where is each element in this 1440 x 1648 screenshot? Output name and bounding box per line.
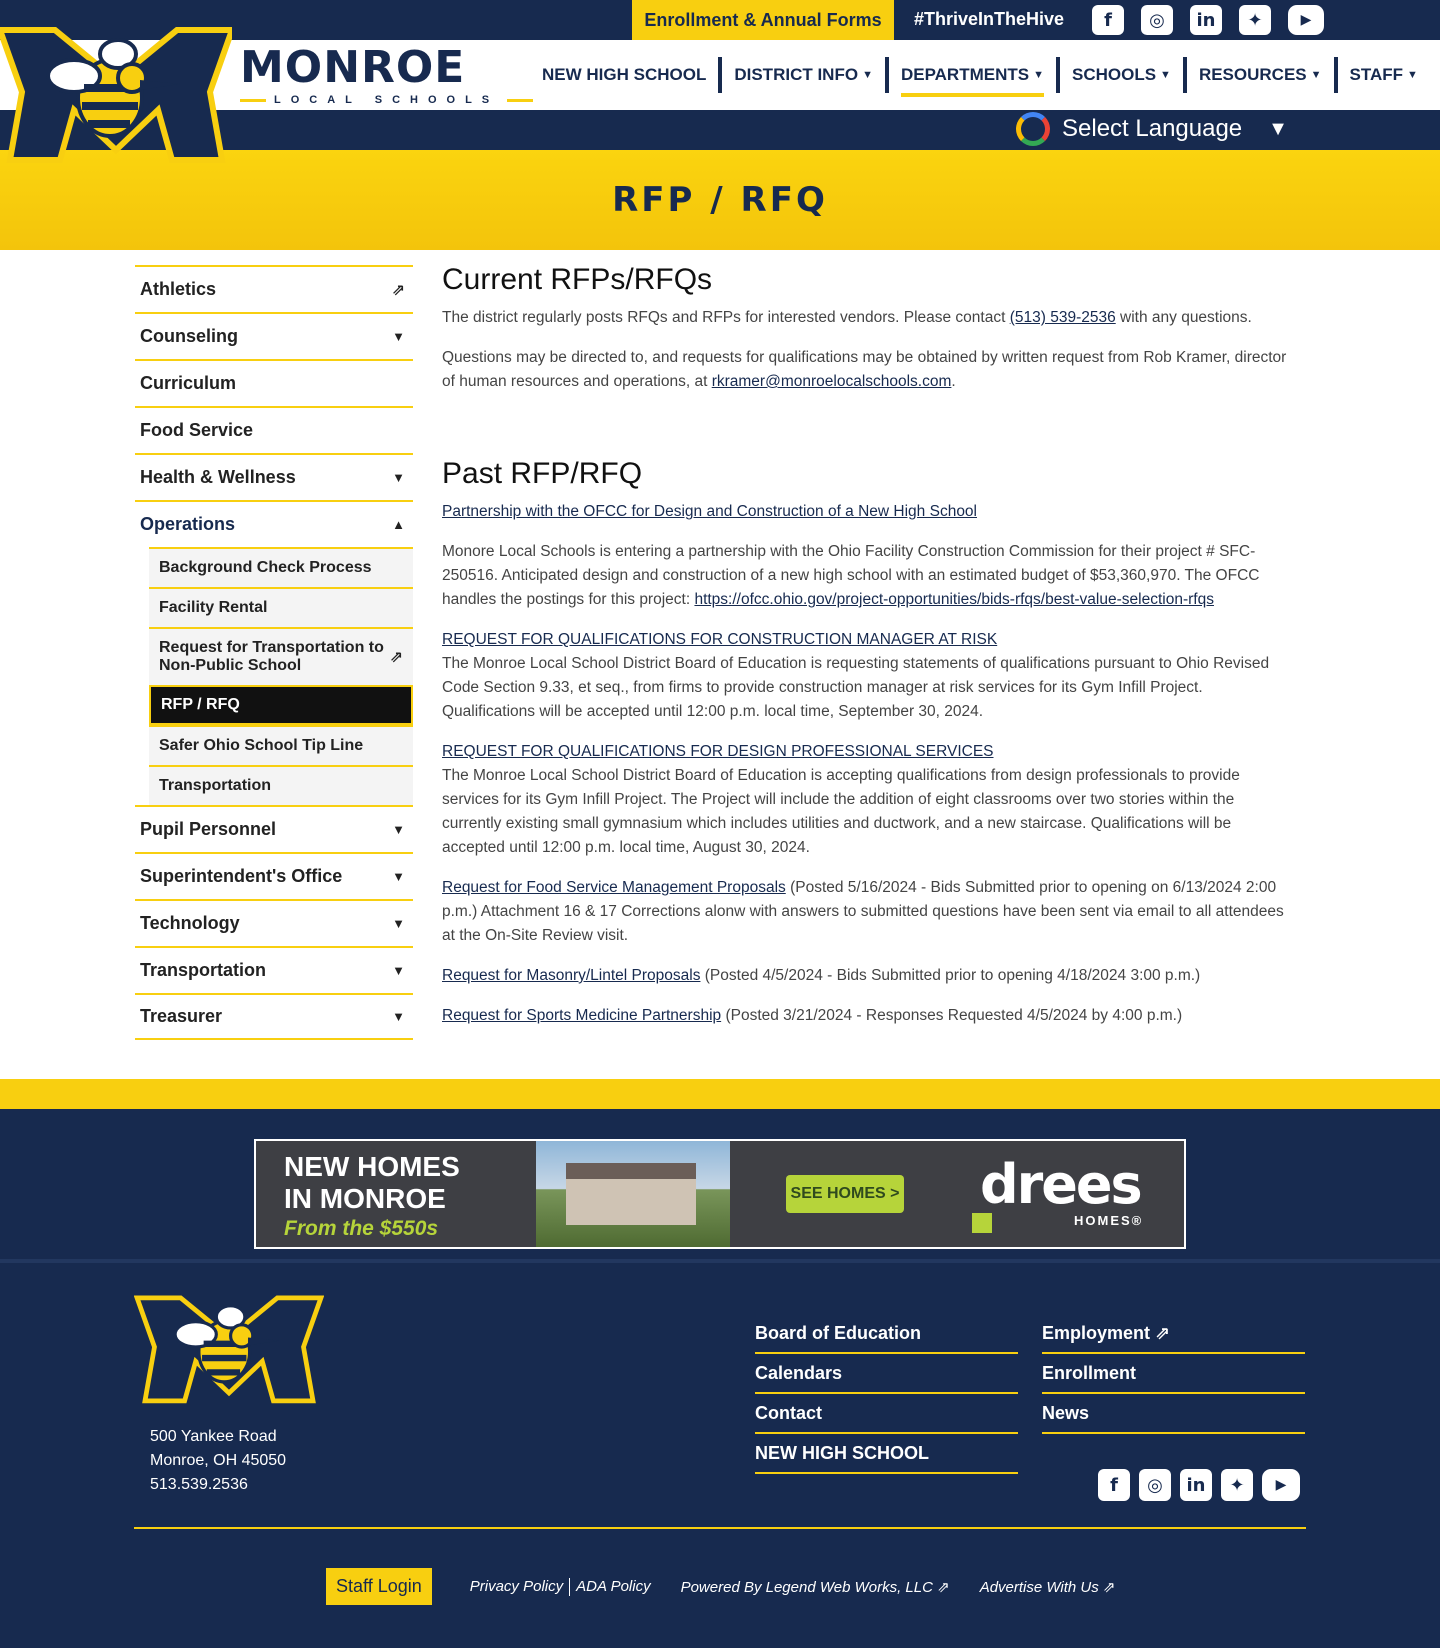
nav-label: DISTRICT INFO	[734, 65, 859, 84]
nav-label: DEPARTMENTS	[900, 65, 1030, 84]
footer-phone: 513.539.2536	[150, 1476, 248, 1493]
powered-by-text: Powered By Legend Web Works, LLC	[680, 1578, 933, 1596]
ada-policy-link[interactable]: ADA Policy	[576, 1578, 651, 1595]
rfq-design-text: The Monroe Local School District Board of Education is accepting qualifications from design professionals to provide services for its Gym Infill Project. The Project will include the addition of eight classrooms over two stories within the currently existing small gymnasium which includes utilities and ductwork, and a new staircase. Qualifications will be accepted until 12:00 p.m. local time, August 30, 2024.	[442, 767, 1240, 856]
rfq-cmar	[442, 628, 1292, 724]
current-contact	[442, 346, 1292, 394]
nav-departments[interactable]	[889, 57, 1056, 93]
external-link-icon: ⇗	[1102, 1578, 1116, 1596]
operations-submenu	[149, 547, 413, 805]
sidebar-item-label: Technology	[140, 913, 240, 933]
sidebar-item-label: Health & Wellness	[140, 467, 296, 487]
caret-down-icon[interactable]: ▼	[392, 822, 405, 837]
sidebar-item-counseling[interactable]	[135, 312, 413, 359]
chevron-down-icon: ▼	[1407, 69, 1418, 81]
external-link-icon: ⇗	[937, 1578, 950, 1596]
sub-item-label: RFP / RFQ	[161, 696, 240, 713]
house-image	[566, 1163, 696, 1225]
sidebar-item-label: Superintendent's Office	[140, 866, 343, 886]
email-link[interactable]: rkramer@monroelocalschools.com	[711, 373, 952, 390]
footer-link-calendars[interactable]: Calendars	[755, 1354, 1018, 1394]
policy-links	[470, 1578, 651, 1596]
language-selector[interactable]	[1016, 112, 1288, 146]
youtube-icon[interactable]: ▶	[1262, 1469, 1300, 1501]
rfp-masonry-text: (Posted 4/5/2024 - Bids Submitted prior to opening 4/18/2024 3:00 p.m.)	[700, 967, 1201, 984]
nav-resources[interactable]	[1187, 57, 1334, 93]
language-label: Select Language	[1062, 115, 1243, 142]
ofcc-partnership-link[interactable]: Partnership with the OFCC for Design and Construction of a New High School	[442, 503, 977, 520]
powered-by-link[interactable]	[681, 1578, 950, 1596]
sidebar-item-label: Transportation	[140, 960, 267, 980]
footer-accent-strip	[0, 1079, 1440, 1109]
sidebar-item-food-service[interactable]	[135, 406, 413, 453]
linkedin-icon[interactable]: in	[1190, 5, 1222, 35]
caret-down-icon[interactable]: ▼	[392, 329, 405, 344]
chevron-down-icon: ▼	[1033, 69, 1044, 81]
page-title: RFP / RFQ	[612, 180, 828, 220]
instagram-icon[interactable]: ◎	[1141, 5, 1173, 35]
drees-mark	[972, 1213, 992, 1233]
sidebar-item-label: Operations	[140, 514, 236, 534]
sidebar-item-label: Curriculum	[140, 373, 237, 393]
brand-wordmark[interactable]	[240, 42, 533, 106]
current-contact-end: .	[951, 373, 956, 390]
facebook-icon[interactable]: f	[1092, 5, 1124, 35]
sidebar-item-technology[interactable]	[135, 899, 413, 946]
rfp-sports	[442, 1004, 1292, 1028]
caret-down-icon[interactable]: ▼	[392, 869, 405, 884]
policy-divider	[569, 1578, 570, 1596]
sub-item-label: Safer Ohio School Tip Line	[159, 737, 364, 754]
nav-label: NEW HIGH SCHOOL	[542, 65, 707, 84]
sidebar-item-operations[interactable]	[135, 500, 413, 547]
instagram-icon[interactable]: ◎	[1139, 1469, 1171, 1501]
footer-link-news[interactable]: News	[1042, 1394, 1305, 1434]
sub-item-transportation[interactable]	[149, 765, 413, 805]
chevron-down-icon: ▼	[1310, 69, 1322, 81]
external-link-icon: ⇗	[1155, 1322, 1171, 1343]
sub-item-safer-ohio[interactable]	[149, 725, 413, 765]
sidebar-item-athletics[interactable]	[135, 265, 413, 312]
ad-price: From the $550s	[284, 1217, 439, 1240]
rfp-food-text: (Posted 5/16/2024 - Bids Submitted prior to opening on 6/13/2024 2:00 p.m.) Attachment 16 & 17 Corrections alonw with answers to submitted questions have been sent via email to all attendees at the On-Site Review visit.	[442, 879, 1284, 944]
enrollment-forms-button[interactable]: Enrollment & Annual Forms	[632, 0, 894, 40]
primary-nav	[530, 40, 1430, 110]
current-intro	[442, 306, 1292, 330]
sidebar-item-label: Treasurer	[140, 1006, 223, 1026]
sidebar-item-superintendent[interactable]	[135, 852, 413, 899]
caret-up-icon[interactable]: ▲	[392, 517, 405, 532]
past-ofcc-desc	[442, 540, 1292, 612]
sub-item-background-check[interactable]	[149, 547, 413, 587]
rfp-sports-text: (Posted 3/21/2024 - Responses Requested 4/5/2024 by 4:00 p.m.)	[721, 1007, 1183, 1024]
rfp-food	[442, 876, 1292, 948]
current-intro-text: The district regularly posts RFQs and RFPs for interested vendors. Please contact	[442, 309, 1010, 326]
footer-link-contact[interactable]: Contact	[755, 1394, 1018, 1434]
footer-link-label: Employment	[1042, 1322, 1151, 1343]
footer-address	[150, 1425, 286, 1497]
brand-name: MONROE	[240, 42, 466, 93]
brand-subtitle-text: LOCAL SCHOOLS	[274, 94, 500, 106]
sidebar-item-label: Pupil Personnel	[140, 819, 277, 839]
brand-subtitle	[240, 94, 533, 106]
nav-new-high-school[interactable]	[530, 57, 718, 93]
footer-logo-icon[interactable]	[134, 1282, 324, 1412]
footer-link-enrollment[interactable]: Enrollment	[1042, 1354, 1305, 1394]
google-icon	[1016, 112, 1050, 146]
caret-down-icon: ▼	[1268, 117, 1288, 140]
see-homes-button[interactable]: SEE HOMES >	[786, 1175, 904, 1213]
rfq-design-link[interactable]: REQUEST FOR QUALIFICATIONS FOR DESIGN PROFESSIONAL SERVICES	[442, 743, 994, 760]
rfq-design	[442, 740, 1292, 860]
rfq-cmar-text: The Monroe Local School District Board of Education is requesting statements of qualifications pursuant to Ohio Revised Code Section 9.33, et seq., from firms to provide construction manager at risk services for its Gym Infill Project. Qualifications will be accepted until 12:00 p.m. local time, September 30, 2024.	[442, 655, 1270, 720]
sub-item-facility-rental[interactable]	[149, 587, 413, 627]
ad-headline-2: IN MONROE	[284, 1183, 446, 1214]
nav-label: SCHOOLS	[1071, 65, 1157, 84]
current-rfps-heading: Current RFPs/RFQs	[442, 263, 713, 296]
advertise-text: Advertise With Us	[979, 1578, 1099, 1596]
youtube-icon[interactable]: ▶	[1288, 5, 1324, 35]
rfq-cmar-link[interactable]: REQUEST FOR QUALIFICATIONS FOR CONSTRUCTION MANAGER AT RISK	[442, 631, 998, 648]
sub-item-label: Transportation	[159, 777, 272, 794]
ad-brand: drees	[980, 1153, 1141, 1216]
main-content	[442, 262, 1292, 1044]
chevron-down-icon: ▼	[1160, 69, 1171, 81]
linkedin-icon[interactable]: in	[1180, 1469, 1212, 1501]
footer-link-new-high-school[interactable]: NEW HIGH SCHOOL	[755, 1434, 1018, 1474]
sub-item-label: Facility Rental	[159, 599, 268, 616]
footer-divider	[134, 1527, 1306, 1529]
sidebar-item-label: Counseling	[140, 326, 238, 346]
twitter-icon[interactable]: ✦	[1221, 1469, 1253, 1501]
caret-down-icon[interactable]: ▼	[392, 963, 405, 978]
current-contact-text: Questions may be directed to, and requests for qualifications may be obtained by written request from Rob Kramer, director of human resources and operations, at	[442, 349, 1287, 390]
social-links-top	[1092, 5, 1324, 35]
footer-link-board[interactable]: Board of Education	[755, 1314, 1018, 1354]
phone-link[interactable]: (513) 539-2536	[1009, 309, 1116, 326]
nav-district-info[interactable]	[722, 57, 885, 93]
sidebar-item-transportation[interactable]	[135, 946, 413, 993]
past-rfps-heading: Past RFP/RFQ	[442, 457, 643, 490]
sub-item-label: Request for Transportation to Non-Public School	[159, 639, 384, 674]
staff-login-button[interactable]: Staff Login	[326, 1568, 432, 1605]
footer-links	[755, 1314, 1305, 1474]
rfp-masonry	[442, 964, 1292, 988]
sidebar-item-label: Athletics	[140, 279, 217, 299]
external-link-icon: ⇗	[389, 649, 403, 666]
ad-brand-sub: HOMES®	[1074, 1213, 1144, 1228]
school-logo-icon[interactable]	[0, 10, 232, 174]
ofcc-desc-text: Monore Local Schools is entering a partnership with the Ohio Facility Construction Commission for their project # SFC-250516. Anticipated design and construction of a new high school with an estimated budget of $53,360,970. The OFCC handles the postings for this project:	[442, 543, 1260, 608]
sidebar-item-pupil-personnel[interactable]	[135, 805, 413, 852]
sidebar-item-health-wellness[interactable]	[135, 453, 413, 500]
caret-down-icon[interactable]: ▼	[392, 470, 405, 485]
address-line-2: Monroe, OH 45050	[150, 1452, 287, 1469]
caret-down-icon[interactable]: ▼	[392, 916, 405, 931]
footer-bottom-bar	[326, 1568, 1146, 1605]
social-links-footer	[1098, 1469, 1300, 1501]
sidebar-item-label: Food Service	[140, 420, 254, 440]
caret-down-icon[interactable]: ▼	[392, 1009, 405, 1024]
ad-headline	[284, 1151, 460, 1215]
nav-label: RESOURCES	[1198, 65, 1307, 84]
twitter-icon[interactable]: ✦	[1239, 5, 1271, 35]
brand-divider	[240, 99, 266, 102]
ad-house-photo	[536, 1141, 730, 1247]
address-line-1: 500 Yankee Road	[150, 1428, 277, 1445]
ad-headline-1: NEW HOMES	[284, 1151, 460, 1182]
advertisement-banner[interactable]	[254, 1139, 1186, 1249]
external-link-icon: ⇗	[391, 281, 405, 299]
ofcc-url-link[interactable]: https://ofcc.ohio.gov/project-opportunities/bids-rfqs/best-value-selection-rfqs	[694, 591, 1214, 608]
nav-label: STAFF	[1349, 65, 1404, 84]
nav-staff[interactable]	[1338, 57, 1430, 93]
facebook-icon[interactable]: f	[1098, 1469, 1130, 1501]
rfp-masonry-link[interactable]: Request for Masonry/Lintel Proposals	[442, 967, 701, 984]
sidebar-nav	[135, 265, 413, 1040]
chevron-down-icon: ▼	[862, 69, 873, 81]
rfp-sports-link[interactable]: Request for Sports Medicine Partnership	[442, 1007, 722, 1024]
current-intro-text-end: with any questions.	[1115, 309, 1252, 326]
advertise-link[interactable]	[980, 1578, 1116, 1596]
privacy-policy-link[interactable]: Privacy Policy	[469, 1578, 564, 1595]
sub-item-rfp-rfq[interactable]	[149, 685, 413, 725]
hashtag-text: #ThriveInTheHive	[914, 9, 1065, 29]
sub-item-transport-non-public[interactable]	[149, 627, 413, 685]
sidebar-item-treasurer[interactable]	[135, 993, 413, 1040]
nav-schools[interactable]	[1060, 57, 1183, 93]
footer-link-employment[interactable]	[1042, 1314, 1305, 1354]
past-ofcc-link-row	[442, 500, 1292, 524]
sub-item-label: Background Check Process	[159, 559, 372, 576]
sidebar-item-curriculum[interactable]	[135, 359, 413, 406]
rfp-food-link[interactable]: Request for Food Service Management Proposals	[442, 879, 786, 896]
